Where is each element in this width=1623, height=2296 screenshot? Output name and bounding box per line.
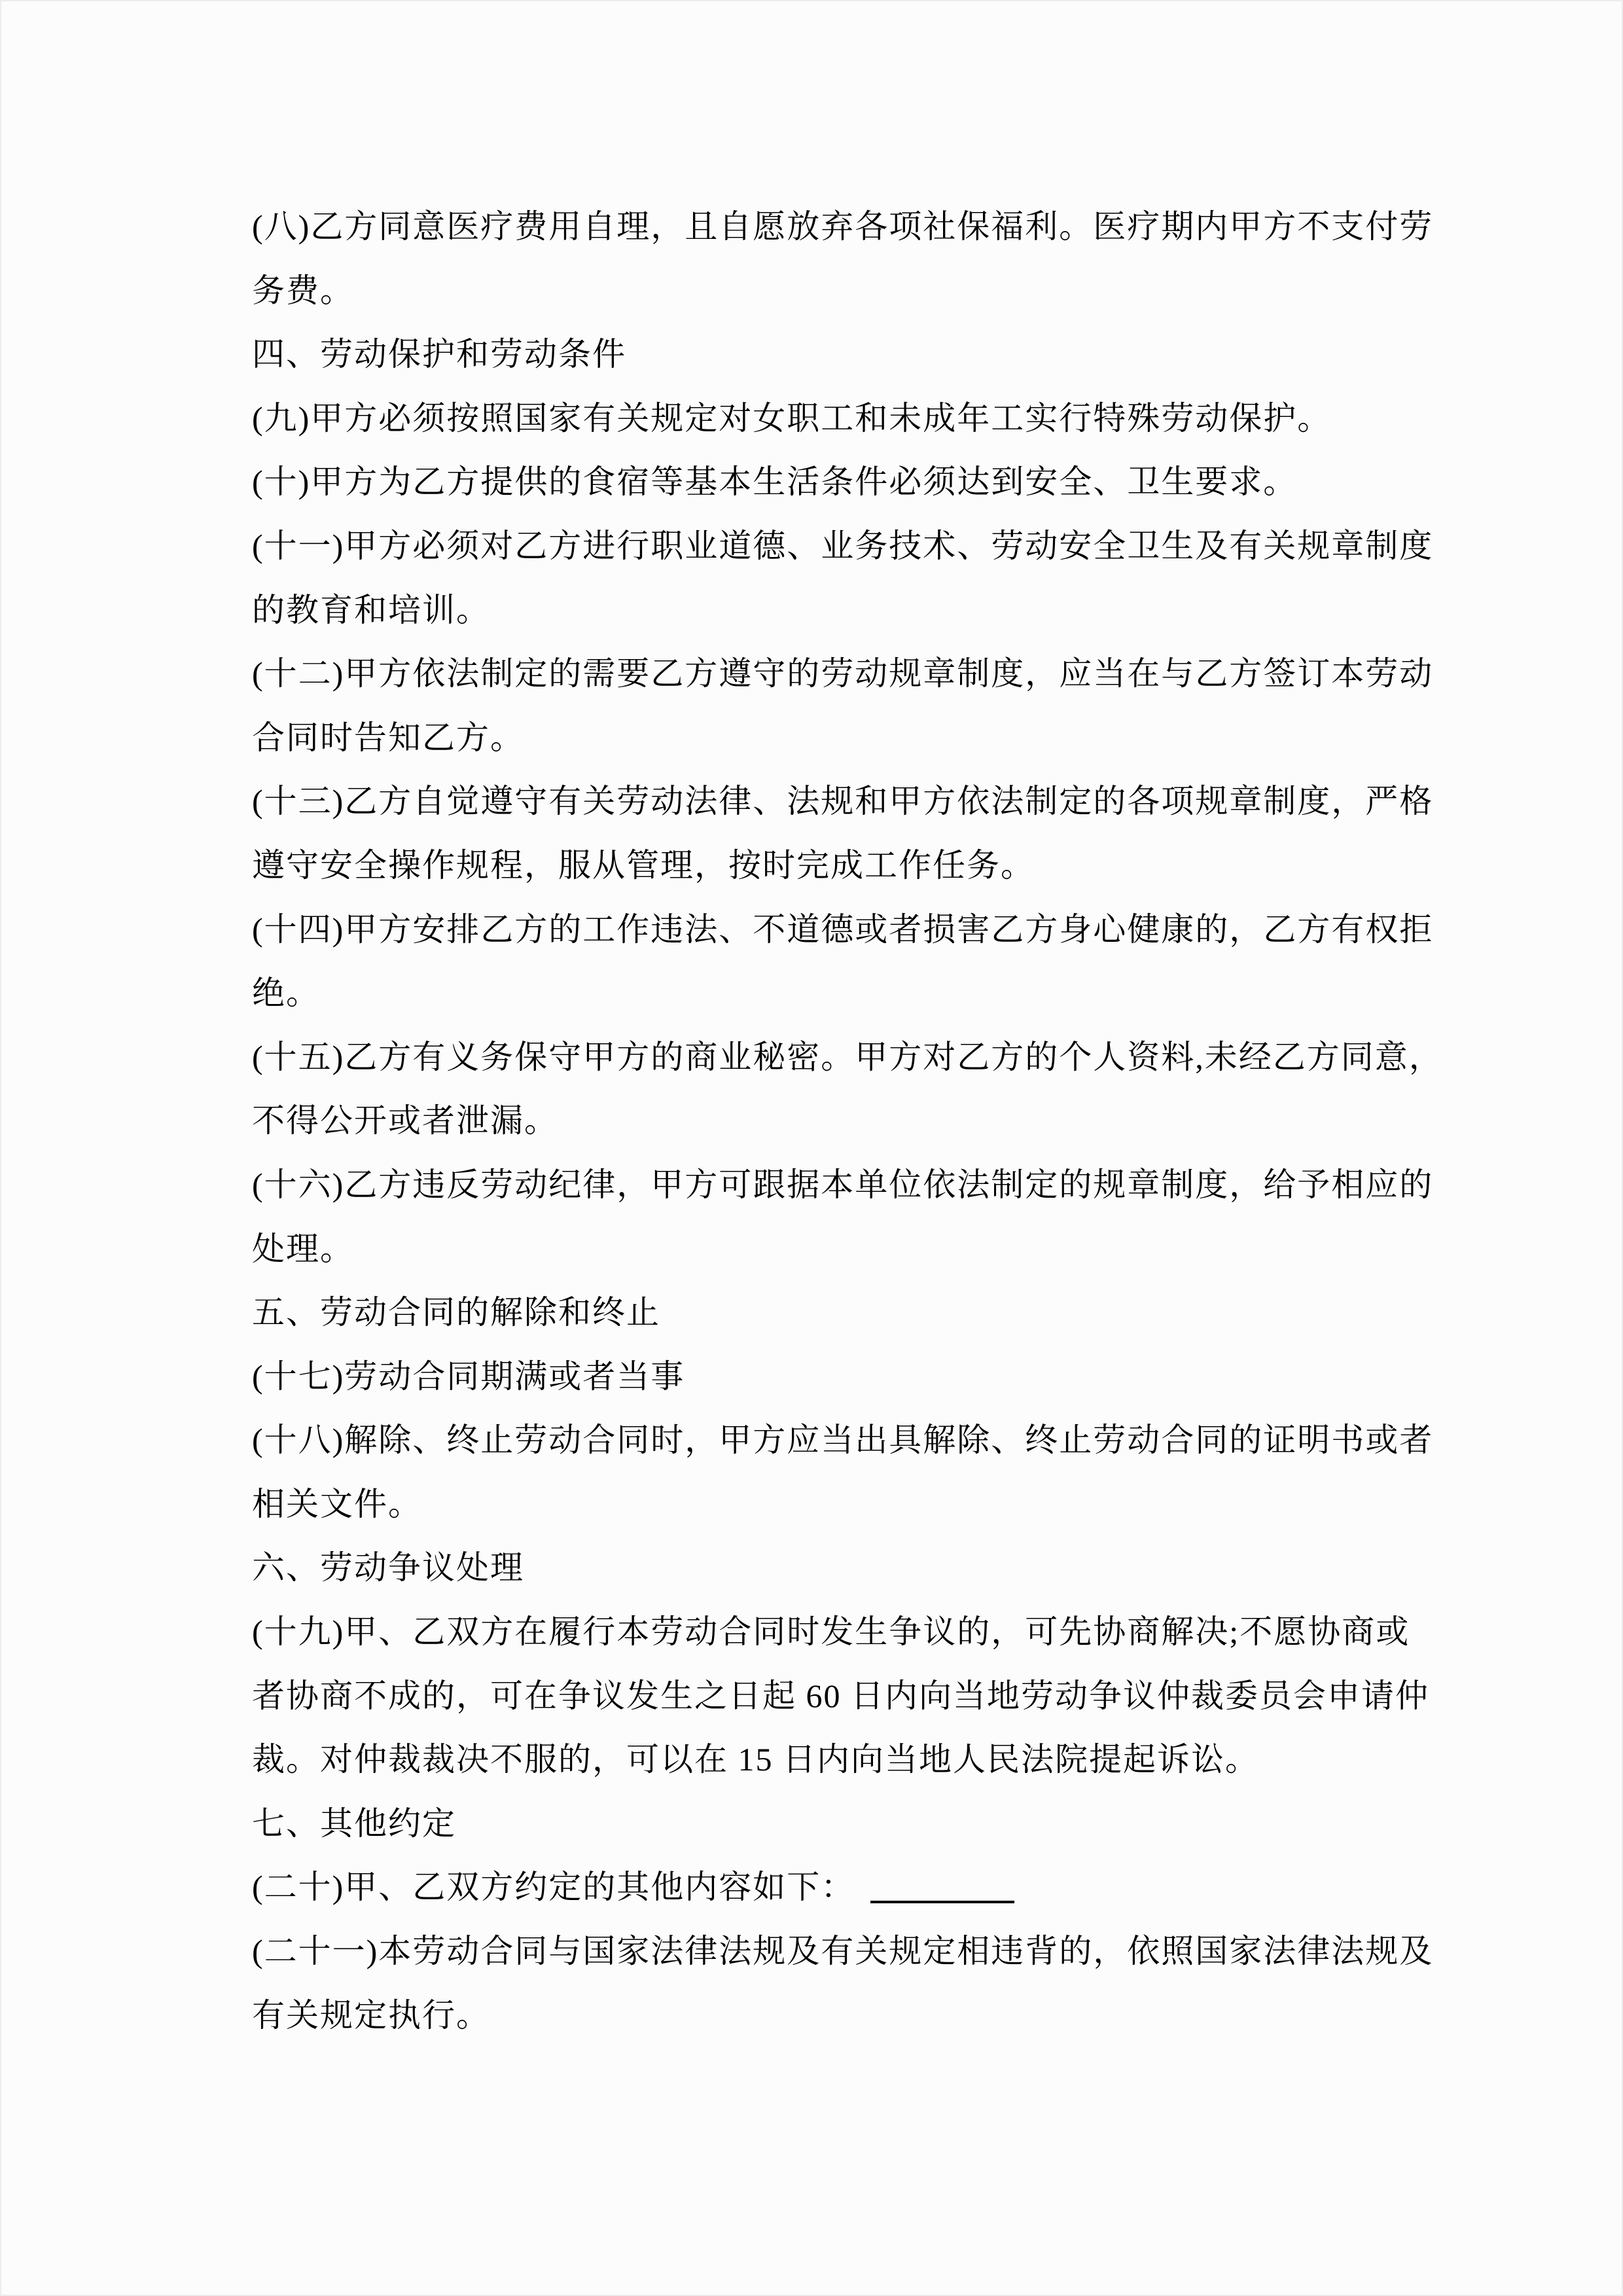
text-line [252,1026,1443,1090]
line-text: 七、其他约定 [252,1804,456,1842]
line-text: 相关文件。 [252,1485,422,1522]
line-text: 四、劳动保护和劳动条件 [252,336,626,373]
text-line [252,1600,1410,1664]
text-line [252,1217,1391,1282]
line-text: (九)甲方必须按照国家有关规定对女职工和未成年工实行特殊劳动保护。 [252,399,1332,437]
text-line [252,1153,1434,1217]
line-text: 六、劳动争议处理 [252,1549,524,1587]
line-text: 绝。 [252,975,320,1012]
line-text: (十五)乙方有义务保守甲方的商业秘密。甲方对乙方的个人资料,未经乙方同意， [252,1038,1443,1075]
line-text: (十一)甲方必须对乙方进行职业道德、业务技术、劳动安全卫生及有关规章制度 [252,527,1434,564]
line-text: 遵守安全操作规程，服从管理，按时完成工作任务。 [252,846,1035,884]
text-line [252,1664,1429,1729]
text-line [252,1281,1391,1345]
line-text: (十二)甲方依法制定的需要乙方遵守的劳动规章制度，应当在与乙方签订本劳动 [252,655,1434,692]
line-text: 五、劳动合同的解除和终止 [252,1294,660,1331]
text-line [252,706,1391,770]
text-line [252,195,1434,259]
text-line [252,1536,1391,1600]
line-text: (十)甲方为乙方提供的食宿等基本生活条件必须达到安全、卫生要求。 [252,463,1298,501]
line-text: (十四)甲方安排乙方的工作违法、不道德或者损害乙方身心健康的，乙方有权拒 [252,910,1434,948]
text-line [252,579,1391,643]
text-line [252,1345,1391,1409]
line-text: (八)乙方同意医疗费用自理，且自愿放弃各项社保福利。医疗期内甲方不支付劳 [252,208,1434,245]
text-line [252,770,1434,834]
line-text: (十六)乙方违反劳动纪律，甲方可跟据本单位依法制定的规章制度，给予相应的 [252,1166,1434,1203]
line-text: 务费。 [252,272,354,309]
text-line [252,259,1391,323]
line-text: (十九)甲、乙双方在履行本劳动合同时发生争议的，可先协商解决;不愿协商或 [252,1613,1410,1651]
text-line [252,323,1391,387]
text-line [252,450,1391,514]
fill-in-blank-underline [870,1868,1014,1903]
text-line [252,514,1434,579]
text-line [252,898,1434,962]
line-text: (二十)甲、乙双方约定的其他内容如下： [252,1869,855,1906]
document-body [252,195,1443,2047]
line-text: (十七)劳动合同期满或者当事 [252,1357,685,1395]
text-line [252,961,1391,1026]
text-line [252,1984,1391,2048]
text-line [252,1920,1434,1984]
text-line [252,1856,1391,1920]
text-line [252,387,1391,451]
text-line [252,1408,1434,1473]
line-text: (十三)乙方自觉遵守有关劳动法律、法规和甲方依法制定的各项规章制度，严格 [252,783,1434,820]
text-line [252,1728,1391,1792]
line-text: 不得公开或者泄漏。 [252,1102,558,1139]
line-text: 有关规定执行。 [252,1996,490,2034]
text-line [252,1792,1391,1856]
line-text: 合同时告知乙方。 [252,719,524,756]
line-text: 裁。对仲裁裁决不服的，可以在 15 日内向当地人民法院提起诉讼。 [252,1741,1259,1778]
text-line [252,1089,1391,1153]
text-line [252,1473,1391,1537]
text-line [252,642,1434,706]
text-line [252,834,1391,898]
line-text: (十八)解除、终止劳动合同时，甲方应当出具解除、终止劳动合同的证明书或者 [252,1422,1434,1459]
line-text: 处理。 [252,1230,354,1267]
line-text: (二十一)本劳动合同与国家法律法规及有关规定相违背的，依照国家法律法规及 [252,1933,1434,1970]
line-text: 者协商不成的，可在争议发生之日起 60 日内向当地劳动争议仲裁委员会申请仲 [252,1677,1429,1714]
line-text: 的教育和培训。 [252,591,490,628]
